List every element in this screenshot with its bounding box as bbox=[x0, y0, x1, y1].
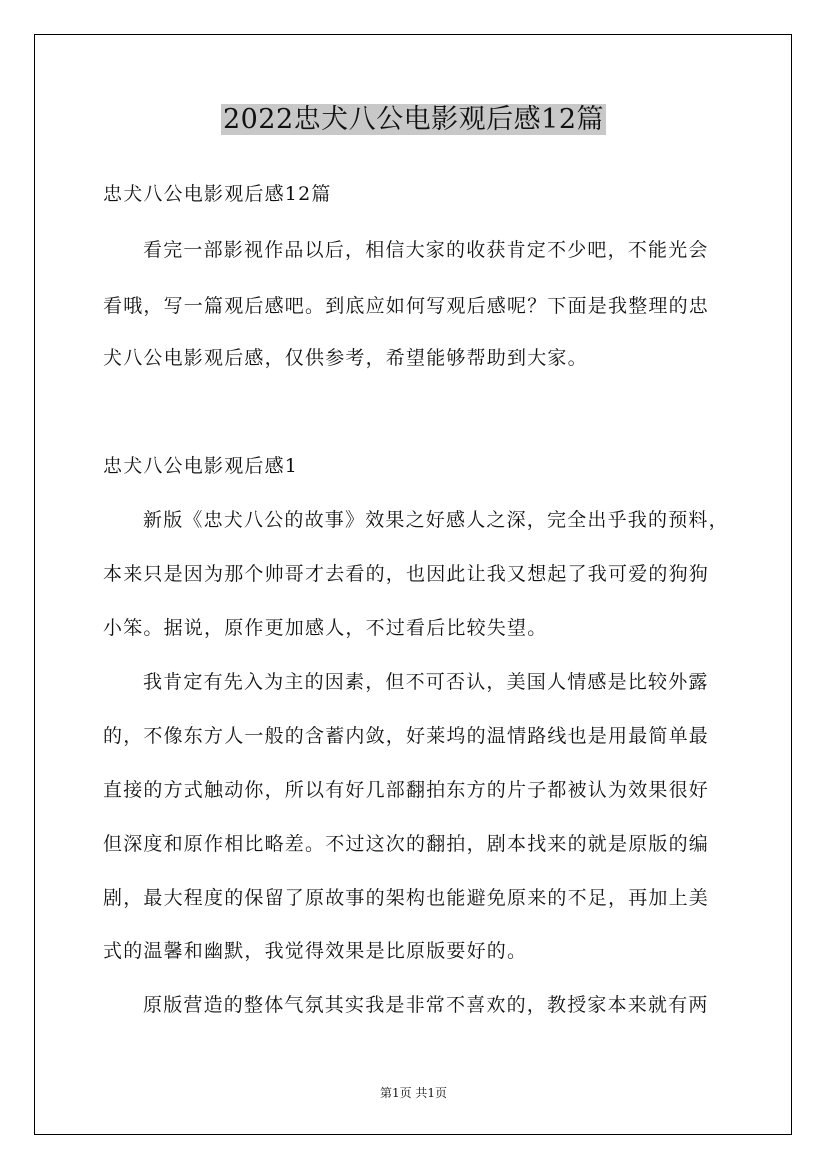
paragraph-line: 剧，最大程度的保留了原故事的架构也能避免原来的不足，再加上美 bbox=[103, 887, 710, 909]
paragraph-line: 原版营造的整体气氛其实我是非常不喜欢的，教授家本来就有两 bbox=[143, 994, 709, 1016]
paragraph-line: 我肯定有先入为主的因素，但不可否认，美国人情感是比较外露 bbox=[143, 671, 709, 693]
paragraph-line: 但深度和原作相比略差。不过这次的翻拍，剧本找来的就是原版的编 bbox=[103, 833, 710, 855]
document-subtitle: 忠犬八公电影观后感12篇 bbox=[103, 183, 332, 205]
document-title-text: 2022忠犬八公电影观后感12篇 bbox=[222, 104, 605, 135]
paragraph-line: 小笨。据说，原作更加感人，不过看后比较失望。 bbox=[103, 617, 548, 639]
paragraph-line: 直接的方式触动你，所以有好几部翻拍东方的片子都被认为效果很好 bbox=[103, 779, 710, 801]
section-heading: 忠犬八公电影观后感1 bbox=[103, 455, 299, 477]
page-footer: 第1页 共1页 bbox=[379, 1086, 448, 1100]
paragraph-line: 新版《忠犬八公的故事》效果之好感人之深，完全出乎我的预料， bbox=[143, 509, 729, 531]
paragraph-line: 本来只是因为那个帅哥才去看的，也因此让我又想起了我可爱的狗狗 bbox=[103, 563, 710, 585]
paragraph-line: 的，不像东方人一般的含蓄内敛，好莱坞的温情路线也是用最简单最 bbox=[103, 725, 710, 747]
intro-line: 看完一部影视作品以后，相信大家的收获肯定不少吧，不能光会 bbox=[143, 239, 709, 261]
intro-line: 犬八公电影观后感，仅供参考，希望能够帮助到大家。 bbox=[103, 347, 588, 369]
document-title bbox=[0, 98, 827, 142]
intro-line: 看哦，写一篇观后感吧。到底应如何写观后感呢？下面是我整理的忠 bbox=[103, 295, 710, 317]
paragraph-line: 式的温馨和幽默，我觉得效果是比原版要好的。 bbox=[103, 940, 528, 962]
